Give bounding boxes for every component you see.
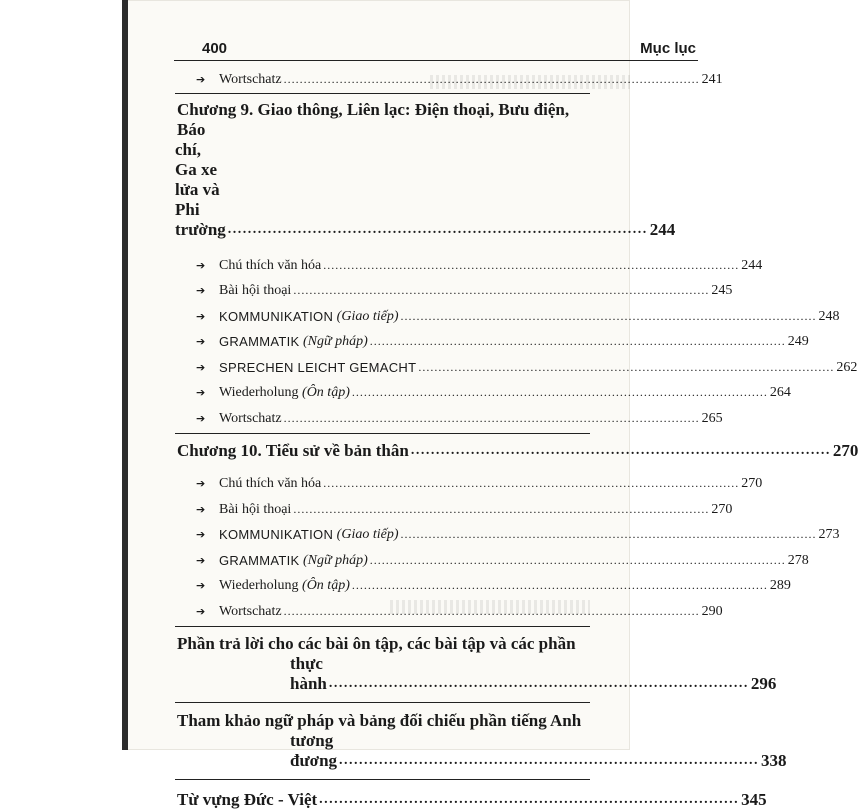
dot-leader: ........................................................................................................	[418, 359, 835, 374]
entry-page: 244	[741, 257, 763, 273]
divider	[175, 779, 590, 780]
toc-entry[interactable]	[175, 492, 733, 518]
part-title-line2: thực hành	[290, 653, 327, 693]
dot-leader: ........................................................................................................	[293, 283, 710, 297]
arrow-icon: ➔	[196, 502, 206, 516]
entry-title: GRAMMATIK	[219, 334, 300, 349]
part-title-line1: Tham khảo ngữ pháp và bảng đối chiếu phần tiếng Anh	[177, 710, 582, 730]
part-heading[interactable]	[175, 710, 787, 771]
toc-entry[interactable]	[175, 376, 791, 402]
dot-leader: ....................................................................................	[339, 752, 760, 768]
arrow-icon: ➔	[196, 579, 206, 592]
divider	[175, 626, 590, 627]
entry-title: KOMMUNIKATION	[219, 308, 334, 324]
divider	[175, 93, 590, 94]
entry-note: (Giao tiếp)	[336, 527, 399, 542]
entry-title: Wortschatz	[219, 72, 282, 87]
arrow-icon: ➔	[196, 309, 206, 323]
dot-leader: ........................................................................................................	[283, 72, 700, 86]
entry-page: 270	[741, 476, 763, 491]
entry-title: KOMMUNIKATION	[219, 527, 334, 542]
part-heading[interactable]	[175, 633, 777, 694]
page-number: 400	[202, 40, 228, 57]
dot-leader: ........................................................................................................	[369, 334, 786, 348]
entry-page: 264	[769, 385, 791, 400]
entry-title: GRAMMATIK	[219, 552, 300, 568]
entry-page: 265	[701, 410, 723, 426]
part-page: 345	[741, 789, 767, 809]
toc-entry[interactable]	[175, 66, 723, 88]
arrow-icon: ➔	[196, 477, 206, 490]
toc-entry[interactable]	[175, 594, 723, 620]
chapter-page: 244	[649, 220, 676, 239]
page-header	[174, 40, 698, 61]
book-spine	[122, 0, 128, 750]
toc-entry[interactable]	[175, 299, 840, 325]
entry-page: 241	[701, 72, 723, 87]
toc-entry[interactable]	[175, 569, 791, 595]
entry-note: (Ngữ pháp)	[302, 334, 368, 349]
chapter-page: 270	[832, 440, 858, 460]
toc-entry[interactable]	[175, 248, 763, 274]
entry-page: 248	[818, 308, 840, 324]
entry-title: Wiederholung	[219, 578, 299, 593]
part-heading[interactable]	[175, 789, 767, 810]
dot-leader: ........................................................................................................	[400, 308, 817, 323]
dot-leader: ........................................................................................................	[283, 603, 700, 618]
part-title: Từ vựng Đức - Việt	[177, 789, 318, 809]
arrow-icon: ➔	[196, 360, 206, 374]
entry-page: 290	[701, 603, 723, 619]
dot-leader: ........................................................................................................	[351, 385, 768, 399]
dot-leader: ........................................................................................................	[283, 410, 700, 425]
entry-title: Wiederholung	[219, 385, 299, 400]
arrow-icon: ➔	[196, 258, 206, 272]
arrow-icon: ➔	[196, 411, 206, 425]
part-title-line2: tương đương	[290, 730, 338, 770]
dot-leader: ........................................................................................................	[400, 527, 817, 541]
dot-leader: ........................................................................................................	[351, 578, 768, 592]
chapter-title-line1: Chương 9. Giao thông, Liên lạc: Điện thoại, Bưu điện, Báo	[177, 100, 570, 139]
entry-page: 278	[787, 552, 809, 568]
entry-note: (Ngữ pháp)	[302, 552, 368, 568]
entry-title: Wortschatz	[219, 603, 282, 619]
entry-title: Chú thích văn hóa	[219, 476, 322, 491]
toc-entry[interactable]	[175, 401, 723, 427]
dot-leader: ....................................................................................	[227, 222, 648, 237]
arrow-icon: ➔	[196, 73, 206, 86]
toc-entry[interactable]	[175, 325, 809, 351]
chapter-heading[interactable]	[175, 100, 676, 240]
arrow-icon: ➔	[196, 335, 206, 348]
chapter-title: Chương 10. Tiểu sử về bản thân	[177, 440, 409, 460]
divider	[175, 702, 590, 703]
entry-note: (Ôn tập)	[302, 385, 350, 400]
chapter-title-line2: chí, Ga xe lửa và Phi trường	[175, 140, 226, 239]
arrow-icon: ➔	[196, 604, 206, 618]
dot-leader: ....................................................................................	[319, 791, 740, 807]
entry-note: (Ôn tập)	[302, 578, 350, 593]
toc-entry[interactable]	[175, 543, 809, 569]
toc-entry[interactable]	[175, 467, 763, 493]
entry-title: Bài hội thoại	[219, 501, 292, 517]
dot-leader: ........................................................................................................	[293, 501, 710, 516]
entry-page: 245	[711, 283, 733, 298]
entry-page: 262	[836, 359, 858, 375]
entry-page: 249	[787, 334, 809, 349]
arrow-icon: ➔	[196, 553, 206, 567]
entry-title: Chú thích văn hóa	[219, 257, 322, 273]
entry-page: 270	[711, 501, 733, 517]
table-of-contents	[175, 66, 858, 810]
toc-entry[interactable]	[175, 274, 733, 300]
dot-leader: ....................................................................................	[410, 442, 831, 458]
dot-leader: ........................................................................................................	[323, 476, 740, 490]
arrow-icon: ➔	[196, 528, 206, 541]
entry-title: SPRECHEN LEICHT GEMACHT	[219, 359, 417, 375]
dot-leader: ........................................................................................................	[369, 552, 786, 567]
divider	[175, 433, 590, 434]
part-title-line1: Phần trả lời cho các bài ôn tập, các bài tập và các phần	[177, 633, 576, 653]
part-page: 296	[750, 673, 777, 693]
toc-entry[interactable]	[175, 350, 858, 376]
chapter-heading[interactable]	[175, 440, 858, 461]
dot-leader: ........................................................................................................	[323, 257, 740, 272]
entry-title: Wortschatz	[219, 410, 282, 426]
part-page: 338	[761, 750, 787, 770]
dot-leader: ....................................................................................	[328, 675, 749, 691]
section-title: Mục lục	[640, 40, 696, 57]
entry-page: 289	[769, 578, 791, 593]
toc-entry[interactable]	[175, 518, 840, 544]
arrow-icon: ➔	[196, 284, 206, 297]
entry-page: 273	[818, 527, 840, 542]
arrow-icon: ➔	[196, 386, 206, 399]
entry-note: (Giao tiếp)	[336, 308, 399, 324]
entry-title: Bài hội thoại	[219, 283, 292, 298]
